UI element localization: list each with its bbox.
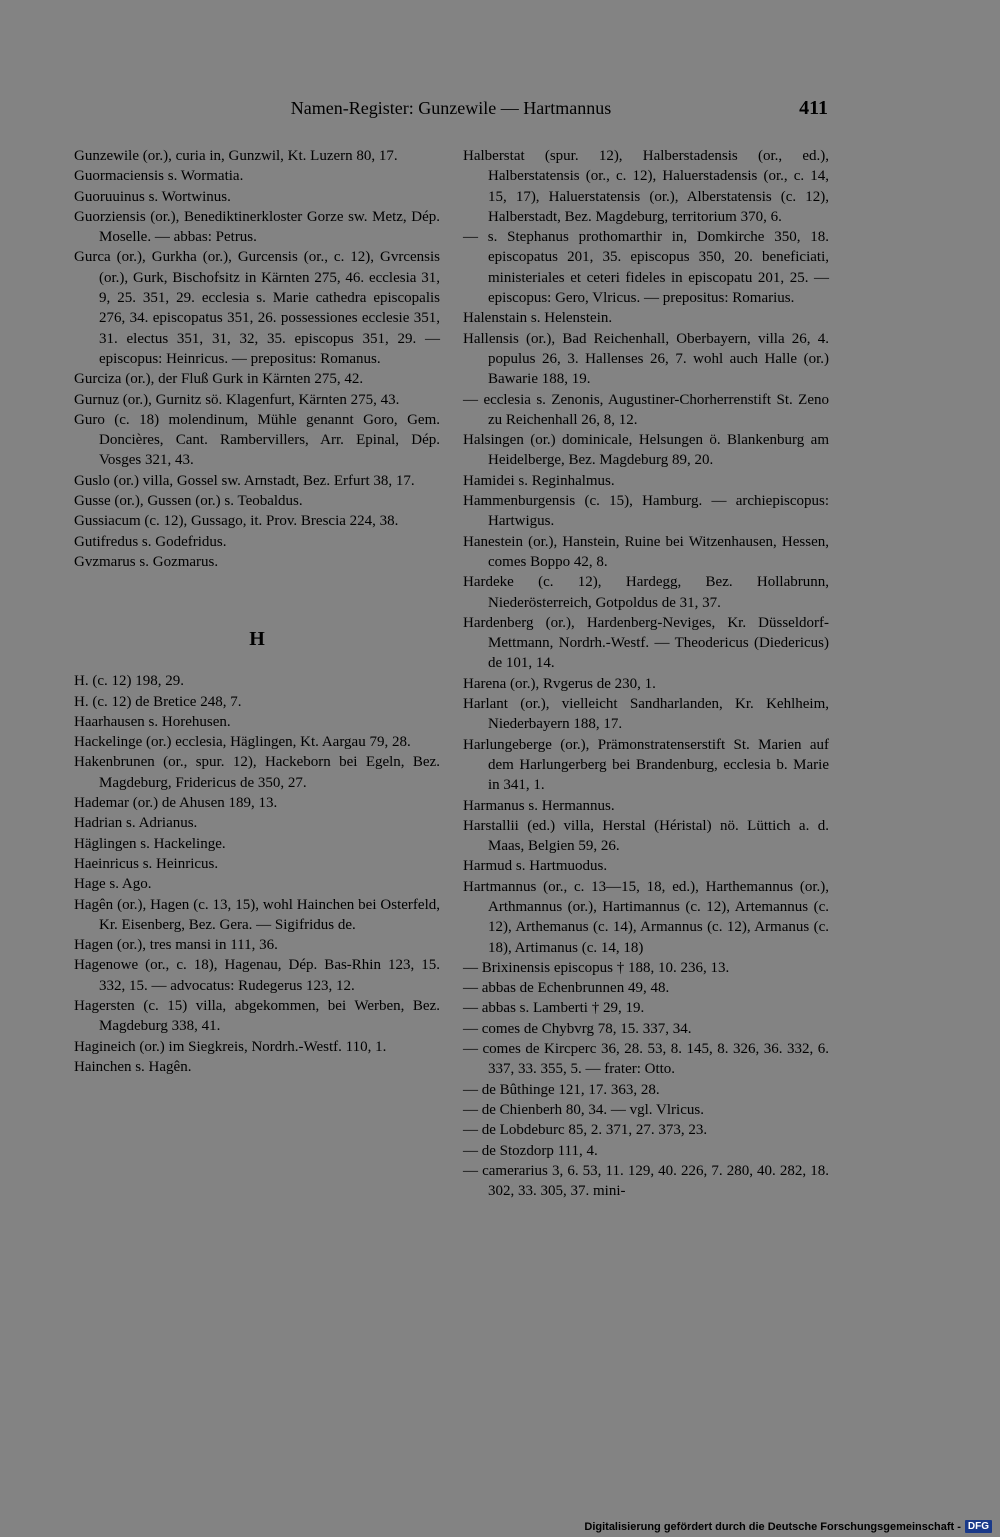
index-entry: — comes de Chybvrg 78, 15. 337, 34.: [463, 1020, 692, 1037]
index-entry: Hakenbrunen (or., spur. 12), Hackeborn bei Egeln, Bez. Magdeburg, Fridericus de 350, 27.: [74, 754, 440, 791]
index-entry: — de Chienberh 80, 34. — vgl. Vlricus.: [463, 1101, 704, 1118]
index-entry: Gurciza (or.), der Fluß Gurk in Kärnten 275, 42.: [74, 371, 364, 388]
index-entry: — de Lobdeburc 85, 2. 371, 27. 373, 23.: [463, 1122, 708, 1139]
index-entry: Hage s. Ago.: [74, 876, 152, 893]
index-entry: Gussiacum (c. 12), Gussago, it. Prov. Brescia 224, 38.: [74, 513, 399, 530]
index-entry: Hardenberg (or.), Hardenberg-Neviges, Kr. Düsseldorf-Mettmann, Nordrh.-Westf. — Theodericus (Diedericus) de 101, 14.: [463, 614, 829, 672]
index-entry: Hainchen s. Hagên.: [74, 1058, 192, 1075]
entries-g: [74, 146, 440, 572]
index-entry: Halenstain s. Helenstein.: [463, 310, 613, 327]
index-entry: Hagersten (c. 15) villa, abgekommen, bei Werben, Bez. Magdeburg 338, 41.: [74, 997, 440, 1035]
running-title: Namen-Register: Gunzewile — Hartmannus: [290, 98, 612, 118]
index-entry: — Brixinensis episcopus † 188, 10. 236, 13.: [463, 959, 730, 976]
left-column: [74, 146, 440, 1077]
index-entry: Hallensis (or.), Bad Reichenhall, Oberbayern, villa 26, 4. populus 26, 3. Hallenses 26, 7. wohl auch Halle (or.) Bawarie 188, 19.: [463, 330, 829, 388]
index-entry: Hagineich (or.) im Siegkreis, Nordrh.-Westf. 110, 1.: [74, 1038, 387, 1055]
index-entry: Halberstat (spur. 12), Halberstadensis (or., ed.), Halberstatensis (or., c. 12), Haluerstadensis (or., c. 14, 15, 17), Haluerstatensis (or.), Alberstatensis (c. 12), Halberstadt, Bez. Magdeburg, territorium 370, 6.: [463, 148, 829, 225]
index-entry: Hammenburgensis (c. 15), Hamburg. — archiepiscopus: Hartwigus.: [463, 493, 829, 530]
index-entry: Gvzmarus s. Gozmarus.: [74, 553, 219, 570]
index-entry: Harlant (or.), vielleicht Sandharlanden, Kr. Kehlheim, Niederbayern 188, 17.: [463, 696, 829, 733]
index-entry: Hanestein (or.), Hanstein, Ruine bei Witzenhausen, Hessen, comes Boppo 42, 8.: [463, 533, 829, 570]
right-column: [463, 146, 829, 1201]
index-entry: Hagên (or.), Hagen (c. 13, 15), wohl Hainchen bei Osterfeld, Kr. Eisenberg, Bez. Gera. — Sigifridus de.: [74, 896, 440, 933]
index-entry: — ecclesia s. Zenonis, Augustiner-Chorherrenstift St. Zeno zu Reichenhall 26, 8, 12.: [463, 391, 829, 428]
index-entry: — abbas de Echenbrunnen 49, 48.: [463, 980, 670, 997]
index-entry: Guslo (or.) villa, Gossel sw. Arnstadt, Bez. Erfurt 38, 17.: [74, 472, 415, 489]
section-letter: H: [249, 628, 265, 651]
index-entry: — de Bûthinge 121, 17. 363, 28.: [463, 1081, 660, 1098]
index-entry: Hagen (or.), tres mansi in 111, 36.: [74, 937, 278, 954]
index-entry: Hagenowe (or., c. 18), Hagenau, Dép. Bas-Rhin 123, 15. 332, 15. — advocatus: Rudegerus 123, 12.: [74, 957, 440, 994]
index-entry: Hademar (or.) de Ahusen 189, 13.: [74, 795, 278, 812]
index-entry: H. (c. 12) 198, 29.: [74, 673, 184, 690]
index-entry: Hadrian s. Adrianus.: [74, 815, 198, 832]
index-entry: — de Stozdorp 111, 4.: [463, 1142, 598, 1159]
index-entry: Harmanus s. Hermannus.: [463, 797, 615, 814]
index-entry: — camerarius 3, 6. 53, 11. 129, 40. 226, 7. 280, 40. 282, 18. 302, 33. 305, 37. mini-: [463, 1162, 829, 1200]
index-entry: Gunzewile (or.), curia in, Gunzwil, Kt. Luzern 80, 17.: [74, 148, 398, 164]
index-entry: Gutifredus s. Godefridus.: [74, 533, 227, 550]
index-entry: Halsingen (or.) dominicale, Helsungen ö. Blankenburg am Heidelberge, Bez. Magdeburg 89, 20.: [463, 432, 829, 469]
page-header: [74, 96, 828, 120]
index-entry: Gurca (or.), Gurkha (or.), Gurcensis (or., c. 12), Gvrcensis (or.), Gurk, Bischofsitz in Kärnten 275, 46. ecclesia 31, 9, 25. 351, 29. ecclesia s. Marie cathedra episcopalis 276, 34. episcopatus 351, 26. possessiones ecclesie 351, 31. electus 351, 31, 32, 35. episcopus 351, 29. — episcopus: Heinricus. — prepositus: Romanus.: [74, 249, 440, 367]
index-entry: H. (c. 12) de Bretice 248, 7.: [74, 693, 242, 710]
index-entry: — s. Stephanus prothomarthir in, Domkirche 350, 18. episcopatus 201, 35. episcopus 350, 20. beneficiati, ministeriales et ceteri fideles in episcopatu 201, 25. — episcopus: Gero, Vlricus. — prepositus: Romarius.: [463, 229, 829, 307]
index-entry: Haeinricus s. Heinricus.: [74, 855, 219, 872]
index-entry: Hackelinge (or.) ecclesia, Häglingen, Kt. Aargau 79, 28.: [74, 734, 411, 751]
index-entry: Guro (c. 18) molendinum, Mühle genannt Goro, Gem. Doncières, Cant. Rambervillers, Arr. Epinal, Dép. Vosges 321, 43.: [74, 411, 440, 469]
index-entry: Guoruuinus s. Wortwinus.: [74, 188, 231, 205]
funding-note: Digitalisierung gefördert durch die Deutsche Forschungsgemeinschaft -: [584, 1520, 961, 1533]
index-entry: Guormaciensis s. Wormatia.: [74, 168, 244, 185]
entries-ha: [463, 146, 829, 1201]
index-entry: Hartmannus (or., c. 13—15, 18, ed.), Harthemannus (or.), Arthmannus (or.), Hartimannus (c. 12), Artemannus (c. 12), Arthemanus (c. 14), Armannus (c. 12), Armanus (c. 18), Artimanus (c. 14, 18): [463, 878, 829, 956]
dfg-logo: DFG: [965, 1520, 992, 1533]
index-entry: Häglingen s. Hackelinge.: [74, 835, 226, 852]
index-entry: Harstallii (ed.) villa, Herstal (Héristal) nö. Lüttich a. d. Maas, Belgien 59, 26.: [463, 817, 829, 855]
index-entry: Harena (or.), Rvgerus de 230, 1.: [463, 675, 656, 692]
footer: [584, 1520, 992, 1533]
index-entry: Gusse (or.), Gussen (or.) s. Teobaldus.: [74, 493, 303, 510]
index-entry: — abbas s. Lamberti † 29, 19.: [463, 1000, 645, 1017]
index-entry: — comes de Kircperc 36, 28. 53, 8. 145, 8. 326, 36. 332, 6. 337, 33. 355, 5. — frater: Otto.: [463, 1041, 829, 1078]
entries-h: [74, 671, 440, 1077]
index-entry: Guorziensis (or.), Benediktinerkloster Gorze sw. Metz, Dép. Moselle. — abbas: Petrus.: [74, 208, 440, 246]
index-entry: Gurnuz (or.), Gurnitz sö. Klagenfurt, Kärnten 275, 43.: [74, 391, 400, 408]
index-entry: Hamidei s. Reginhalmus.: [463, 472, 615, 489]
index-entry: Harmud s. Hartmuodus.: [463, 858, 608, 875]
index-entry: Hardeke (c. 12), Hardegg, Bez. Hollabrunn, Niederösterreich, Gotpoldus de 31, 37.: [463, 574, 829, 611]
index-entry: Harlungeberge (or.), Prämonstratenserstift St. Marien auf dem Harlungerberg bei Brandenburg, ecclesia b. Marie in 341, 1.: [463, 736, 829, 794]
page-number: 411: [799, 97, 828, 119]
index-entry: Haarhausen s. Horehusen.: [74, 713, 231, 730]
